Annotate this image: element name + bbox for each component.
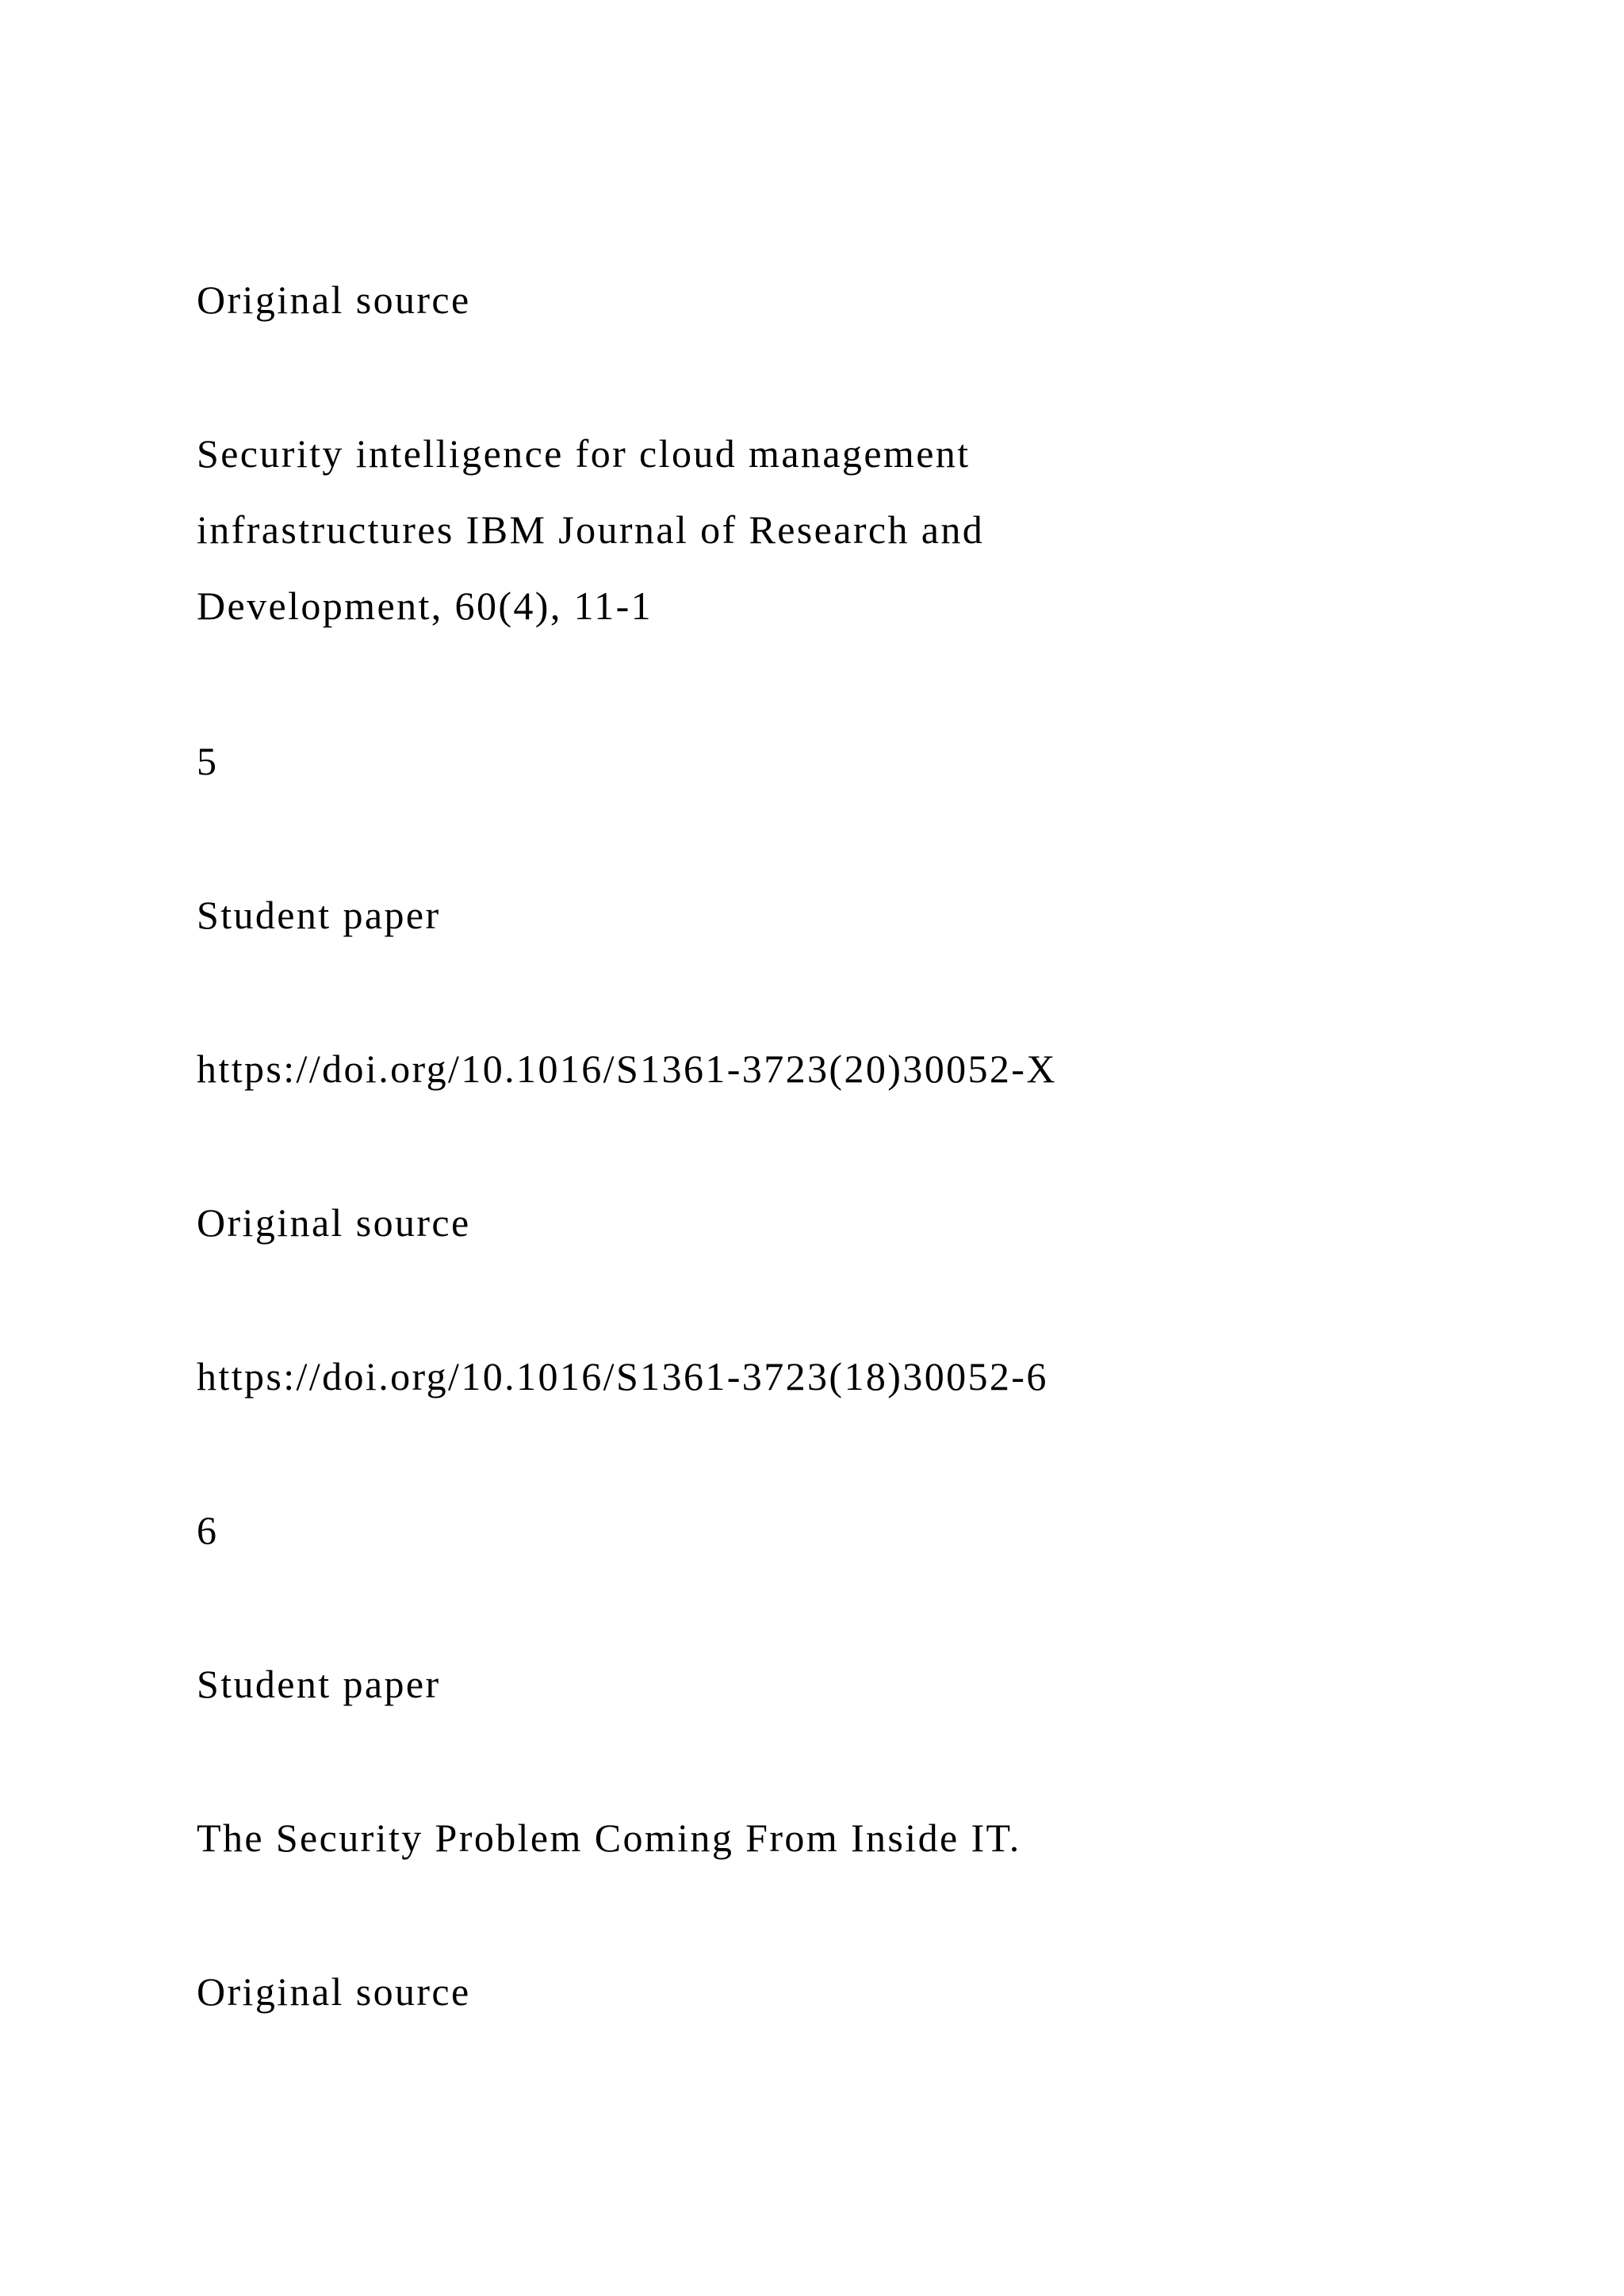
citation-line: Development, 60(4), 11-1: [197, 584, 653, 628]
doi-link: https://doi.org/10.1016/S1361-3723(20)30052-X: [197, 1047, 1057, 1091]
citation-line: Security intelligence for cloud management: [197, 431, 971, 476]
entry-label-original-source: Original source: [197, 1200, 471, 1245]
entry-number: 6: [197, 1508, 219, 1552]
entry-label-student-paper: Student paper: [197, 1662, 441, 1706]
doi-link: https://doi.org/10.1016/S1361-3723(18)30052-6: [197, 1354, 1048, 1399]
citation-line: infrastructures IBM Journal of Research and: [197, 507, 985, 552]
entry-number: 5: [197, 739, 219, 783]
entry-label-student-paper: Student paper: [197, 893, 441, 937]
paper-title: The Security Problem Coming From Inside IT.: [197, 1816, 1021, 1860]
source-citation: [197, 415, 1228, 644]
entry-label-original-source: Original source: [197, 277, 471, 322]
entry-label-original-source: Original source: [197, 1969, 471, 2014]
